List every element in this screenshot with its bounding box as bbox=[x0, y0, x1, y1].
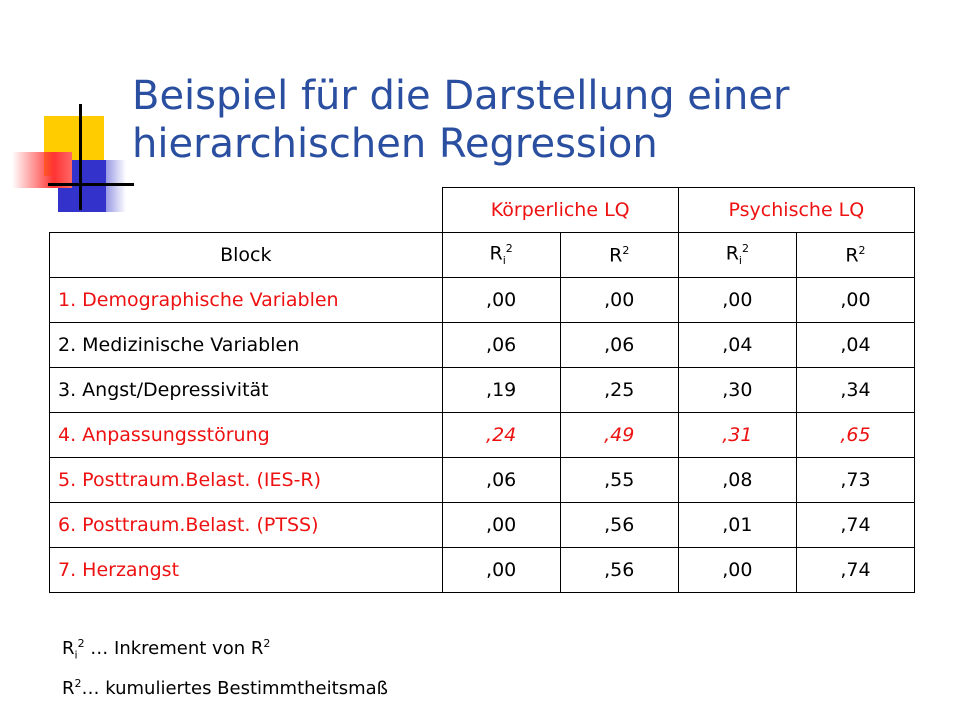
row-label: 7. Herzangst bbox=[50, 548, 443, 593]
row-label: 5. Posttraum.Belast. (IES-R) bbox=[50, 458, 443, 503]
group-header-psychisch: Psychische LQ bbox=[678, 188, 914, 233]
cell-value: ,06 bbox=[442, 458, 560, 503]
cell-value: ,73 bbox=[796, 458, 914, 503]
row-label: 3. Angst/Depressivität bbox=[50, 368, 443, 413]
cell-value: ,34 bbox=[796, 368, 914, 413]
slide-title-line1: Beispiel für die Darstellung einer bbox=[132, 73, 790, 119]
cell-value: ,31 bbox=[678, 413, 796, 458]
cell-value: ,65 bbox=[796, 413, 914, 458]
cell-value: ,00 bbox=[796, 278, 914, 323]
cell-value: ,25 bbox=[560, 368, 678, 413]
cell-value: ,19 bbox=[442, 368, 560, 413]
cell-value: ,56 bbox=[560, 503, 678, 548]
row-label: 6. Posttraum.Belast. (PTSS) bbox=[50, 503, 443, 548]
table-row bbox=[50, 323, 915, 368]
slide-title bbox=[132, 72, 932, 168]
table-row bbox=[50, 368, 915, 413]
col-header-r2-koerperlich: $R^2$ bbox=[560, 233, 678, 278]
cell-value: ,00 bbox=[560, 278, 678, 323]
footnote bbox=[62, 630, 388, 703]
deco-horizontal-line bbox=[48, 183, 134, 186]
table-row bbox=[50, 503, 915, 548]
cell-value: ,06 bbox=[560, 323, 678, 368]
regression-table bbox=[49, 187, 915, 593]
row-label: 2. Medizinische Variablen bbox=[50, 323, 443, 368]
table-row bbox=[50, 413, 915, 458]
col-header-ri2-koerperlich: $R_i^2$ bbox=[442, 233, 560, 278]
group-header-koerperlich: Körperliche LQ bbox=[442, 188, 678, 233]
cell-value: ,49 bbox=[560, 413, 678, 458]
cell-value: ,30 bbox=[678, 368, 796, 413]
cell-value: ,74 bbox=[796, 503, 914, 548]
footnote-line-increment: $R_i^2$ … Inkrement von $R^2$ bbox=[62, 637, 271, 662]
col-header-ri2-psychisch: $R_i^2$ bbox=[678, 233, 796, 278]
cell-value: ,04 bbox=[796, 323, 914, 368]
table-row bbox=[50, 458, 915, 503]
row-label: 1. Demographische Variablen bbox=[50, 278, 443, 323]
table-row bbox=[50, 548, 915, 593]
block-header: Block bbox=[50, 233, 443, 278]
table-row bbox=[50, 278, 915, 323]
slide-title-line2: hierarchischen Regression bbox=[132, 121, 658, 167]
row-label: 4. Anpassungsstörung bbox=[50, 413, 443, 458]
cell-value: ,08 bbox=[678, 458, 796, 503]
cell-value: ,55 bbox=[560, 458, 678, 503]
cell-value: ,24 bbox=[442, 413, 560, 458]
cell-value: ,00 bbox=[442, 503, 560, 548]
cell-value: ,56 bbox=[560, 548, 678, 593]
cell-value: ,04 bbox=[678, 323, 796, 368]
column-header-row bbox=[50, 233, 915, 278]
cell-value: ,00 bbox=[678, 548, 796, 593]
cell-value: ,01 bbox=[678, 503, 796, 548]
col-header-r2-psychisch: $R^2$ bbox=[796, 233, 914, 278]
cell-value: ,00 bbox=[678, 278, 796, 323]
cell-value: ,00 bbox=[442, 548, 560, 593]
footnote-line-cumulative: $R^2\dots$ kumuliertes Bestimmtheitsmaß bbox=[62, 676, 388, 699]
empty-corner-cell bbox=[50, 188, 443, 233]
cell-value: ,06 bbox=[442, 323, 560, 368]
group-header-row bbox=[50, 188, 915, 233]
cell-value: ,74 bbox=[796, 548, 914, 593]
cell-value: ,00 bbox=[442, 278, 560, 323]
